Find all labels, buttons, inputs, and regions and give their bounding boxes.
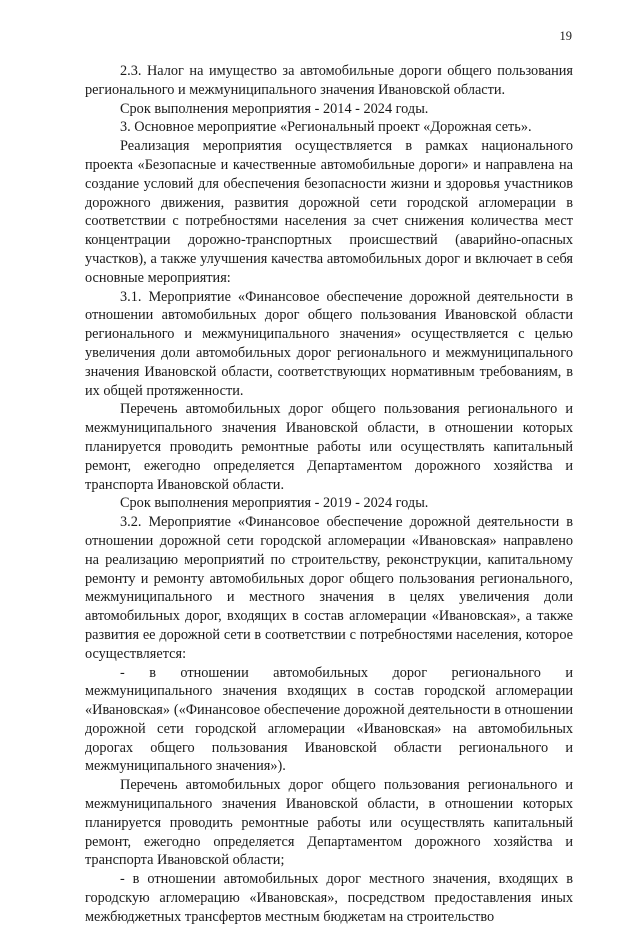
paragraph-local-roads-item: - в отношении автомобильных дорог местного значения, входящих в городскую агломерацию «Ивановская», посредством предоставления иных межбюджетных трансфертов местным бюджетам на строительство xyxy=(85,871,573,925)
paragraph-deadline-2019-2024: Срок выполнения мероприятия - 2019 - 2024 годы. xyxy=(120,495,429,512)
paragraph-road-list-1: Перечень автомобильных дорог общего пользования регионального и межмуниципального значения Ивановской области, в отношении которых планируется проводить ремонтные работы или осуществлять капитальный ремонт, ежегодно определяется Департаментом дорожного хозяйства и транспорта Ивановской области. xyxy=(85,401,573,493)
paragraph-activity-3-1: 3.1. Мероприятие «Финансовое обеспечение дорожной деятельности в отношении автомобильных дорог общего пользования Ивановской области регионального и межмуниципального значения» осуществляется с целью увеличения доли автомобильных дорог регионального и межмуниципального значения Ивановской области, соответствующих нормативным требованиям, в их общей протяженности. xyxy=(85,288,573,399)
paragraph-regional-roads-item: - в отношении автомобильных дорог регионального и межмуниципального значения входящих в состав городской агломерации «Ивановская» («Финансовое обеспечение дорожной деятельности в отношении дорожной сети городской агломерации «Ивановская» на автомобильных дорогах общего пользования Ивановской области регионального и межмуниципального значения»). xyxy=(85,664,573,775)
paragraph-activity-3-2: 3.2. Мероприятие «Финансовое обеспечение дорожной деятельности в отношении дорожной сети городской агломерации «Ивановская» направлено на реализацию мероприятий по строительству, реконструкции, капитальному ремонту и ремонту автомобильных дорог общего пользования регионального, межмуниципального и местного значения в целях увеличения доли автомобильных дорог, входящих в состав агломерации «Ивановская», а также развития ее дорожной сети в соответствии с потребностями населения, которое осуществляется: xyxy=(85,514,573,662)
page-number: 19 xyxy=(559,29,572,43)
document-body xyxy=(85,62,573,927)
paragraph-road-list-2: Перечень автомобильных дорог общего пользования регионального и межмуниципального значения Ивановской области, в отношении которых планируется проводить ремонтные работы или осуществлять капитальный ремонт, ежегодно определяется Департаментом дорожного хозяйства и транспорта Ивановской области; xyxy=(85,777,573,869)
paragraph-main-activity-3: 3. Основное мероприятие «Региональный проект «Дорожная сеть». xyxy=(120,119,532,136)
paragraph-property-tax: 2.3. Налог на имущество за автомобильные дороги общего пользования регионального и межмуниципального значения Ивановской области. xyxy=(85,63,573,98)
paragraph-deadline-2014-2024: Срок выполнения мероприятия - 2014 - 2024 годы. xyxy=(120,100,429,117)
paragraph-implementation: Реализация мероприятия осуществляется в рамках национального проекта «Безопасные и качественные автомобильные дороги» и направлена на создание условий для обеспечения безопасности жизни и здоровья участников дорожного движения, развития дорожной сети городской агломерации в соответствии с потребностями населения за счет снижения количества мест концентрации дорожно-транспортных происшествий (аварийно-опасных участков), а также улучшения качества автомобильных дорог и включает в себя основные мероприятия: xyxy=(85,138,573,286)
